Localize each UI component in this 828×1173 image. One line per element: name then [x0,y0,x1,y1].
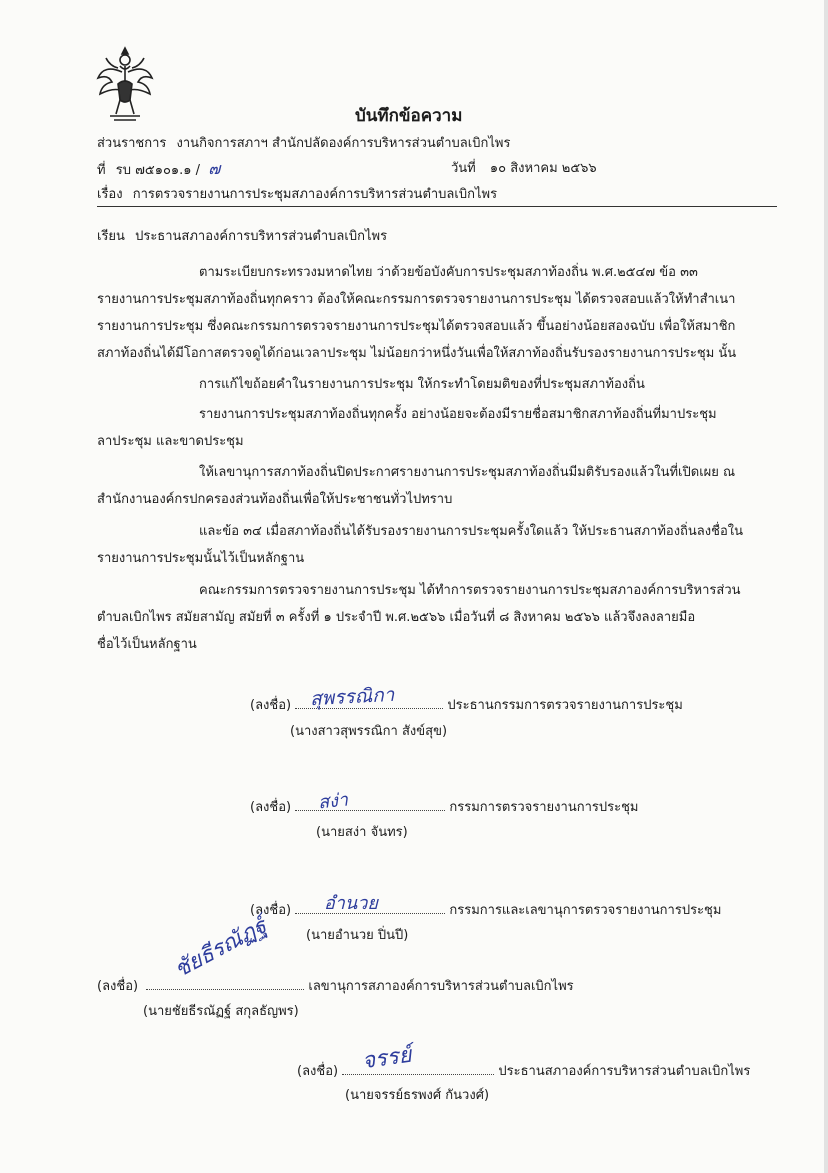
paragraph-5-line: รายงานการประชุมนั้นไว้เป็นหลักฐาน [97,551,305,566]
paragraph-2-line: การแก้ไขถ้อยคำในรายงานการประชุม ให้กระทำโดยมติของที่ประชุมสภาท้องถิ่น [199,377,645,392]
handwritten-signature: สุพรรณิกา [309,683,395,711]
agency-label: ส่วนราชการ [97,136,167,151]
agency-row [97,135,510,152]
header-divider [97,206,777,207]
signer-name: (นายชัยธีรณัฏฐ์ สกุลธัญพร) [143,1004,299,1019]
ref-handwritten-number: ๗ [208,159,221,178]
date-value: ๑๐ สิงหาคม ๒๕๖๖ [489,161,597,176]
handwritten-signature: อำนวย [324,893,378,914]
handwritten-signature: ชัยธีรณัฏฐ์ [170,913,271,983]
signature-line [97,978,574,995]
subject-label: เรื่อง [97,187,123,202]
signer-name: (นายอำนวย ปิ่นปี) [306,928,409,943]
ref-label: ที่ [97,163,106,178]
paragraph-1-line: รายงานการประชุม ซึ่งคณะกรรมการตรวจรายงานการประชุมได้ตรวจสอบแล้ว ขึ้นอย่างน้อยสองฉบับ เพื่อให้สมาชิก [97,319,736,334]
ref-value: รบ ๗๕๑๐๑.๑ / [115,163,201,178]
garuda-emblem-icon [94,44,156,124]
sign-label: (ลงชื่อ) [250,800,292,815]
paragraph-1-line: สภาท้องถิ่นได้มีโอกาสตรวจดูได้ก่อนเวลาประชุม ไม่น้อยกว่าหนึ่งวันเพื่อให้สภาท้องถิ่นรับรองรายงานการประชุม นั้น [97,346,737,361]
to-label: เรียน [97,229,125,244]
agency-value: งานกิจการสภาฯ สำนักปลัดองค์การบริหารส่วนตำบลเบิกไพร [176,136,511,151]
signer-role: กรรมการและเลขานุการตรวจรายงานการประชุม [449,903,722,918]
signature-line [250,799,638,816]
paragraph-1-line: ตามระเบียบกระทรวงมหาดไทย ว่าด้วยข้อบังคับการประชุมสภาท้องถิ่น พ.ศ.๒๕๔๗ ข้อ ๓๓ [199,265,698,280]
to-row [97,228,387,245]
paragraph-5-line: และข้อ ๓๔ เมื่อสภาท้องถิ่นได้รับรองรายงานการประชุมครั้งใดแล้ว ให้ประธานสภาท้องถิ่นลงชื่อใน [199,524,743,539]
signer-role: เลขานุการสภาองค์การบริหารส่วนตำบลเบิกไพร [308,979,574,994]
paragraph-3-line: ลาประชุม และขาดประชุม [97,434,244,449]
sign-label: (ลงชื่อ) [250,903,292,918]
signer-name: (นายจรรย์ธรพงศ์ กันวงศ์) [345,1088,490,1103]
paragraph-6-line: คณะกรรมการตรวจรายงานการประชุม ได้ทำการตรวจรายงานการประชุมสภาองค์การบริหารส่วน [199,583,741,598]
paragraph-3-line: รายงานการประชุมสภาท้องถิ่นทุกครั้ง อย่างน้อยจะต้องมีรายชื่อสมาชิกสภาท้องถิ่นที่มาประชุม [199,407,717,422]
sign-label: (ลงชื่อ) [297,1064,339,1079]
subject-value: การตรวจรายงานการประชุมสภาองค์การบริหารส่วนตำบลเบิกไพร [132,187,498,202]
scan-edge [824,0,828,1173]
signer-role: ประธานสภาองค์การบริหารส่วนตำบลเบิกไพร [498,1064,751,1079]
paragraph-4-line: สำนักงานองค์กรปกครองส่วนท้องถิ่นเพื่อให้ประชาชนทั่วไปทราบ [97,492,453,507]
signature-dots [146,979,304,990]
handwritten-signature: จรรย์ [360,1042,414,1075]
paragraph-1-line: รายงานการประชุมสภาท้องถิ่นทุกคราว ต้องให้คณะกรรมการตรวจรายงานการประชุม ได้ตรวจสอบแล้วให้ทำสำเนา [97,292,736,307]
paragraph-6-line: ตำบลเบิกไพร สมัยสามัญ สมัยที่ ๓ ครั้งที่ ๑ ประจำปี พ.ศ.๒๕๖๖ เมื่อวันที่ ๘ สิงหาคม ๒๕๖๖ แล้วจึงลงลายมือ [97,610,696,625]
signer-name: (นายสง่า จันทร) [316,825,408,840]
memo-title: บันทึกข้อความ [355,106,463,126]
sign-label: (ลงชื่อ) [250,698,292,713]
ref-row [97,160,220,179]
signature-line [250,902,721,919]
paragraph-6-line: ชื่อไว้เป็นหลักฐาน [97,637,197,652]
date-label: วันที่ [451,161,476,176]
to-value: ประธานสภาองค์การบริหารส่วนตำบลเบิกไพร [135,229,388,244]
handwritten-signature: สง่า [317,789,350,814]
sign-label: (ลงชื่อ) [97,979,139,994]
signer-name: (นางสาวสุพรรณิกา สังข์สุข) [290,724,448,739]
date-row [451,160,597,177]
subject-row [97,186,497,203]
signer-role: กรรมการตรวจรายงานการประชุม [449,800,639,815]
signer-role: ประธานกรรมการตรวจรายงานการประชุม [447,698,683,713]
paragraph-4-line: ให้เลขานุการสภาท้องถิ่นปิดประกาศรายงานการประชุมสภาท้องถิ่นมีมติรับรองแล้วในที่เปิดเผย ณ [199,465,736,480]
